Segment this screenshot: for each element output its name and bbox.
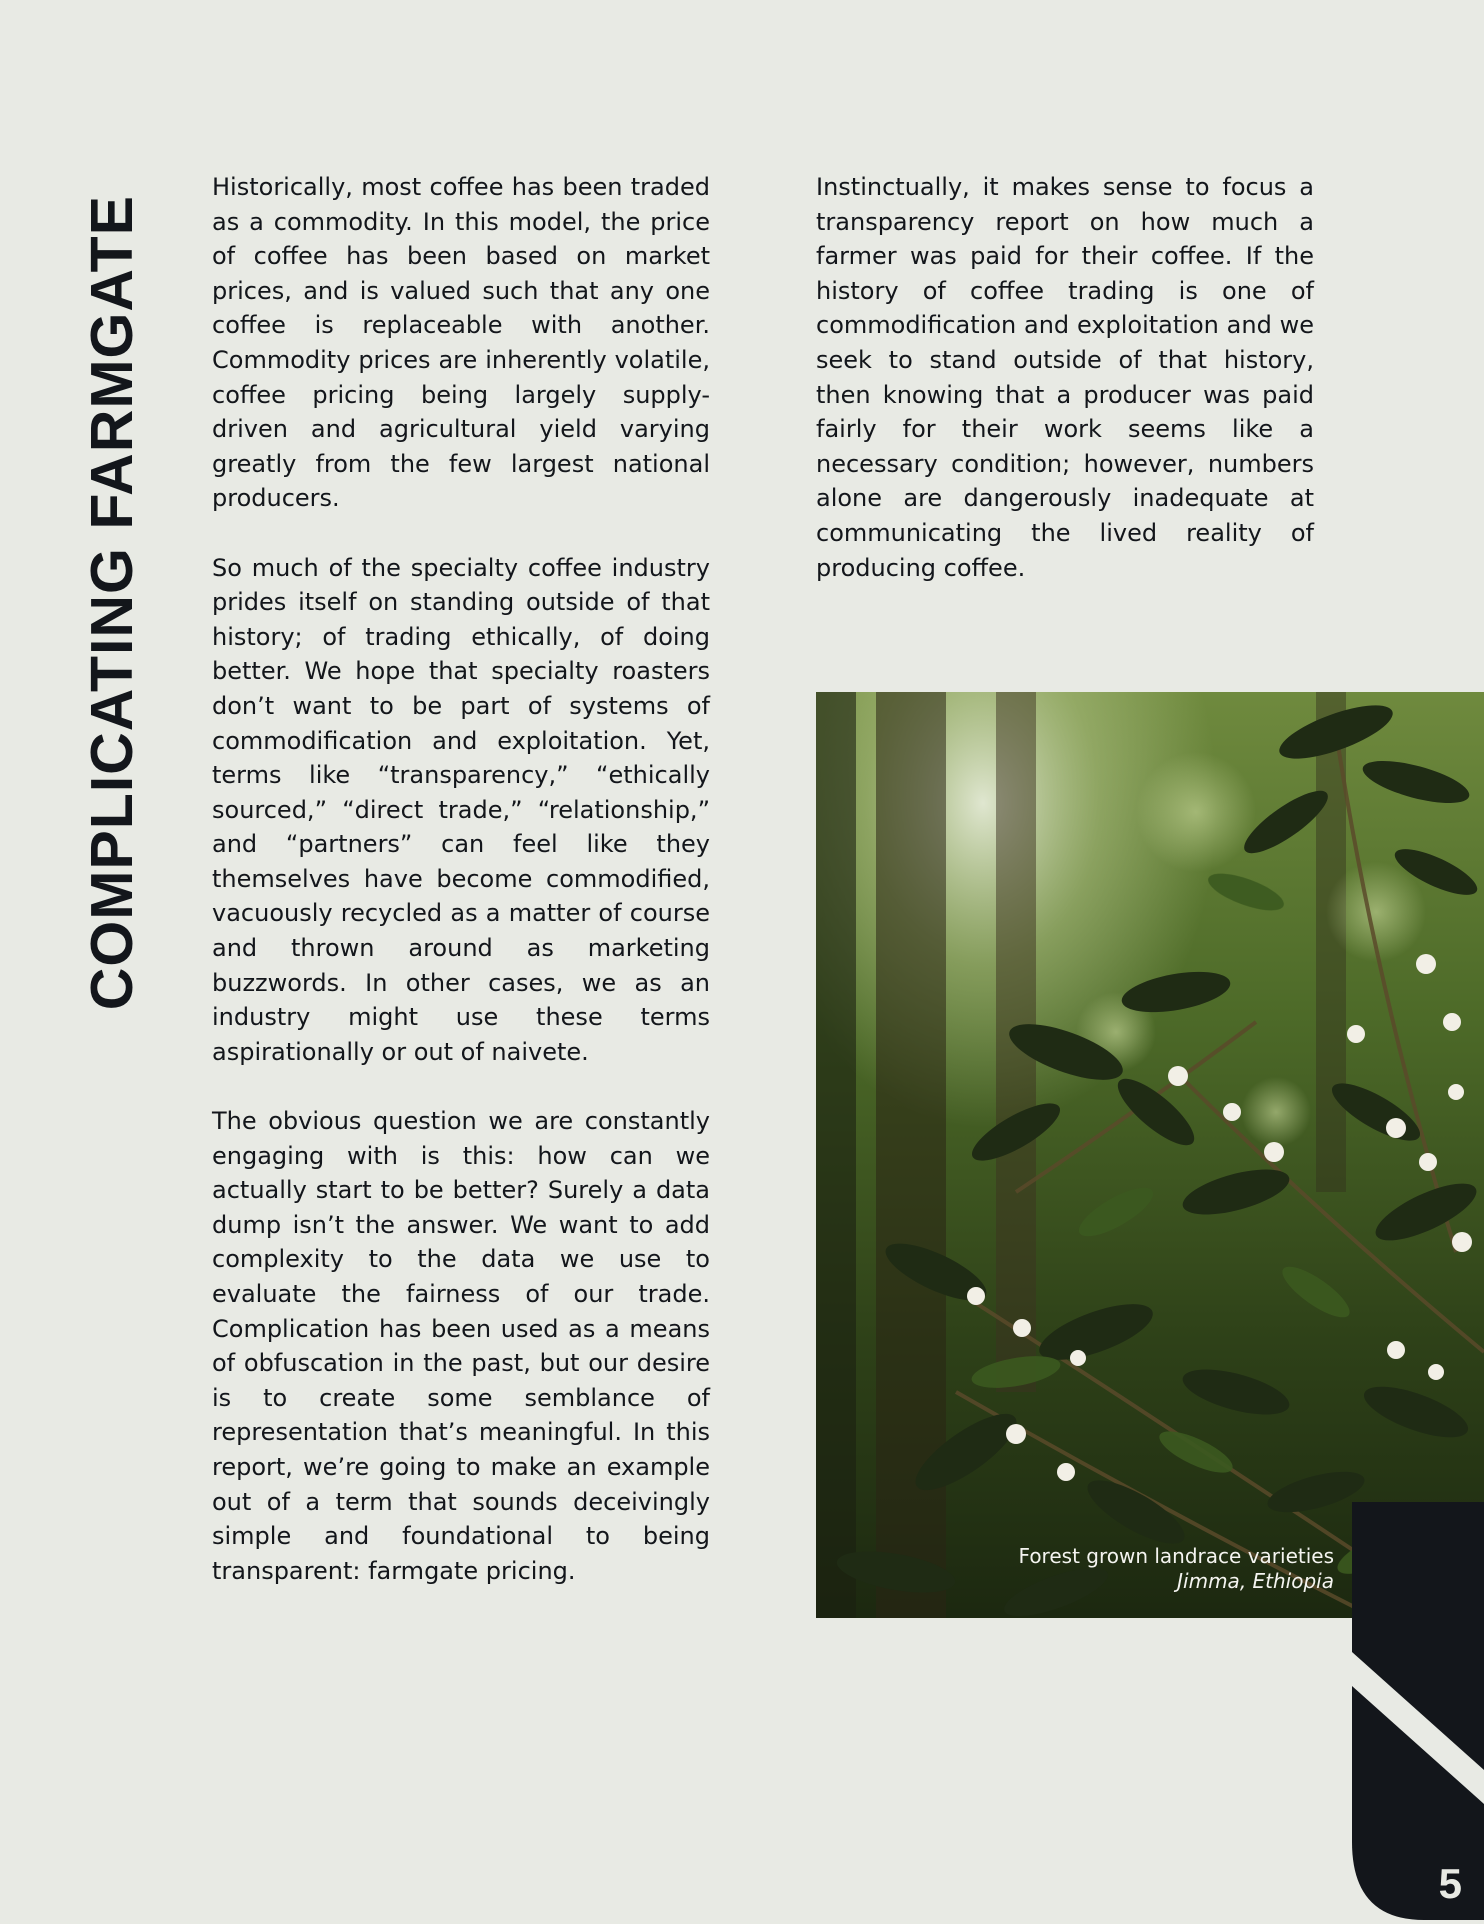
left-paragraph-3: The obvious question we are constantly engaging with is this: how can we actually start to be better? Surely a data dump isn’t the answer. We want to add complexity to the data we use to evaluate the fairness of our trade. Complication has been used as a means of obfuscation in the past, but our desire is to create some semblance of representation that’s meaningful. In this report, we’re going to make an example out of a term that sounds deceivingly simple and foundational to being transparent: farmgate pricing. bbox=[212, 1107, 710, 1585]
coffee-plant-photo bbox=[816, 692, 1484, 1618]
right-paragraph-1: Instinctually, it makes sense to focus a transparency report on how much a farmer was paid for their coffee. If the history of coffee trading is one of commodification and exploitation and we seek to stand outside of that history, then knowing that a producer was paid fairly for their work seems like a necessary condition; however, numbers alone are dangerously inadequate at communicating the lived reality of producing coffee. bbox=[816, 173, 1314, 582]
caption-text: Forest grown landrace varieties bbox=[1018, 1544, 1334, 1568]
corner-tab-shape bbox=[1352, 1502, 1484, 1920]
caption-location: Jimma, Ethiopia bbox=[1177, 1569, 1334, 1593]
left-text-column bbox=[212, 170, 710, 1623]
page-corner-tab bbox=[1352, 1502, 1484, 1920]
vertical-title-wrap bbox=[80, 195, 144, 1155]
right-text-column bbox=[816, 170, 1314, 620]
left-paragraph-1: Historically, most coffee has been traded as a commodity. In this model, the price of coffee has been based on market prices, and is valued such that any one coffee is replaceable with another. Commodity prices are inherently volatile, coffee pricing being largely supply-driven and agricultural yield varying greatly from the few largest national producers. bbox=[212, 173, 710, 513]
page-number: 5 bbox=[1438, 1860, 1462, 1907]
left-paragraph-2: So much of the specialty coffee industry prides itself on standing outside of that history; of trading ethically, of doing better. We hope that specialty roasters don’t want to be part of systems of commodification and exploitation. Yet, terms like “transparency,” “ethically sourced,” “direct trade,” “relationship,” and “partners” can feel like they themselves have become commodified, vacuously recycled as a matter of course and thrown around as marketing buzzwords. In other cases, we as an industry might use these terms aspirationally or out of naivete. bbox=[212, 553, 710, 1066]
photo-caption bbox=[1019, 1544, 1334, 1594]
page-title: COMPLICATING FARMGATE bbox=[79, 195, 145, 1011]
